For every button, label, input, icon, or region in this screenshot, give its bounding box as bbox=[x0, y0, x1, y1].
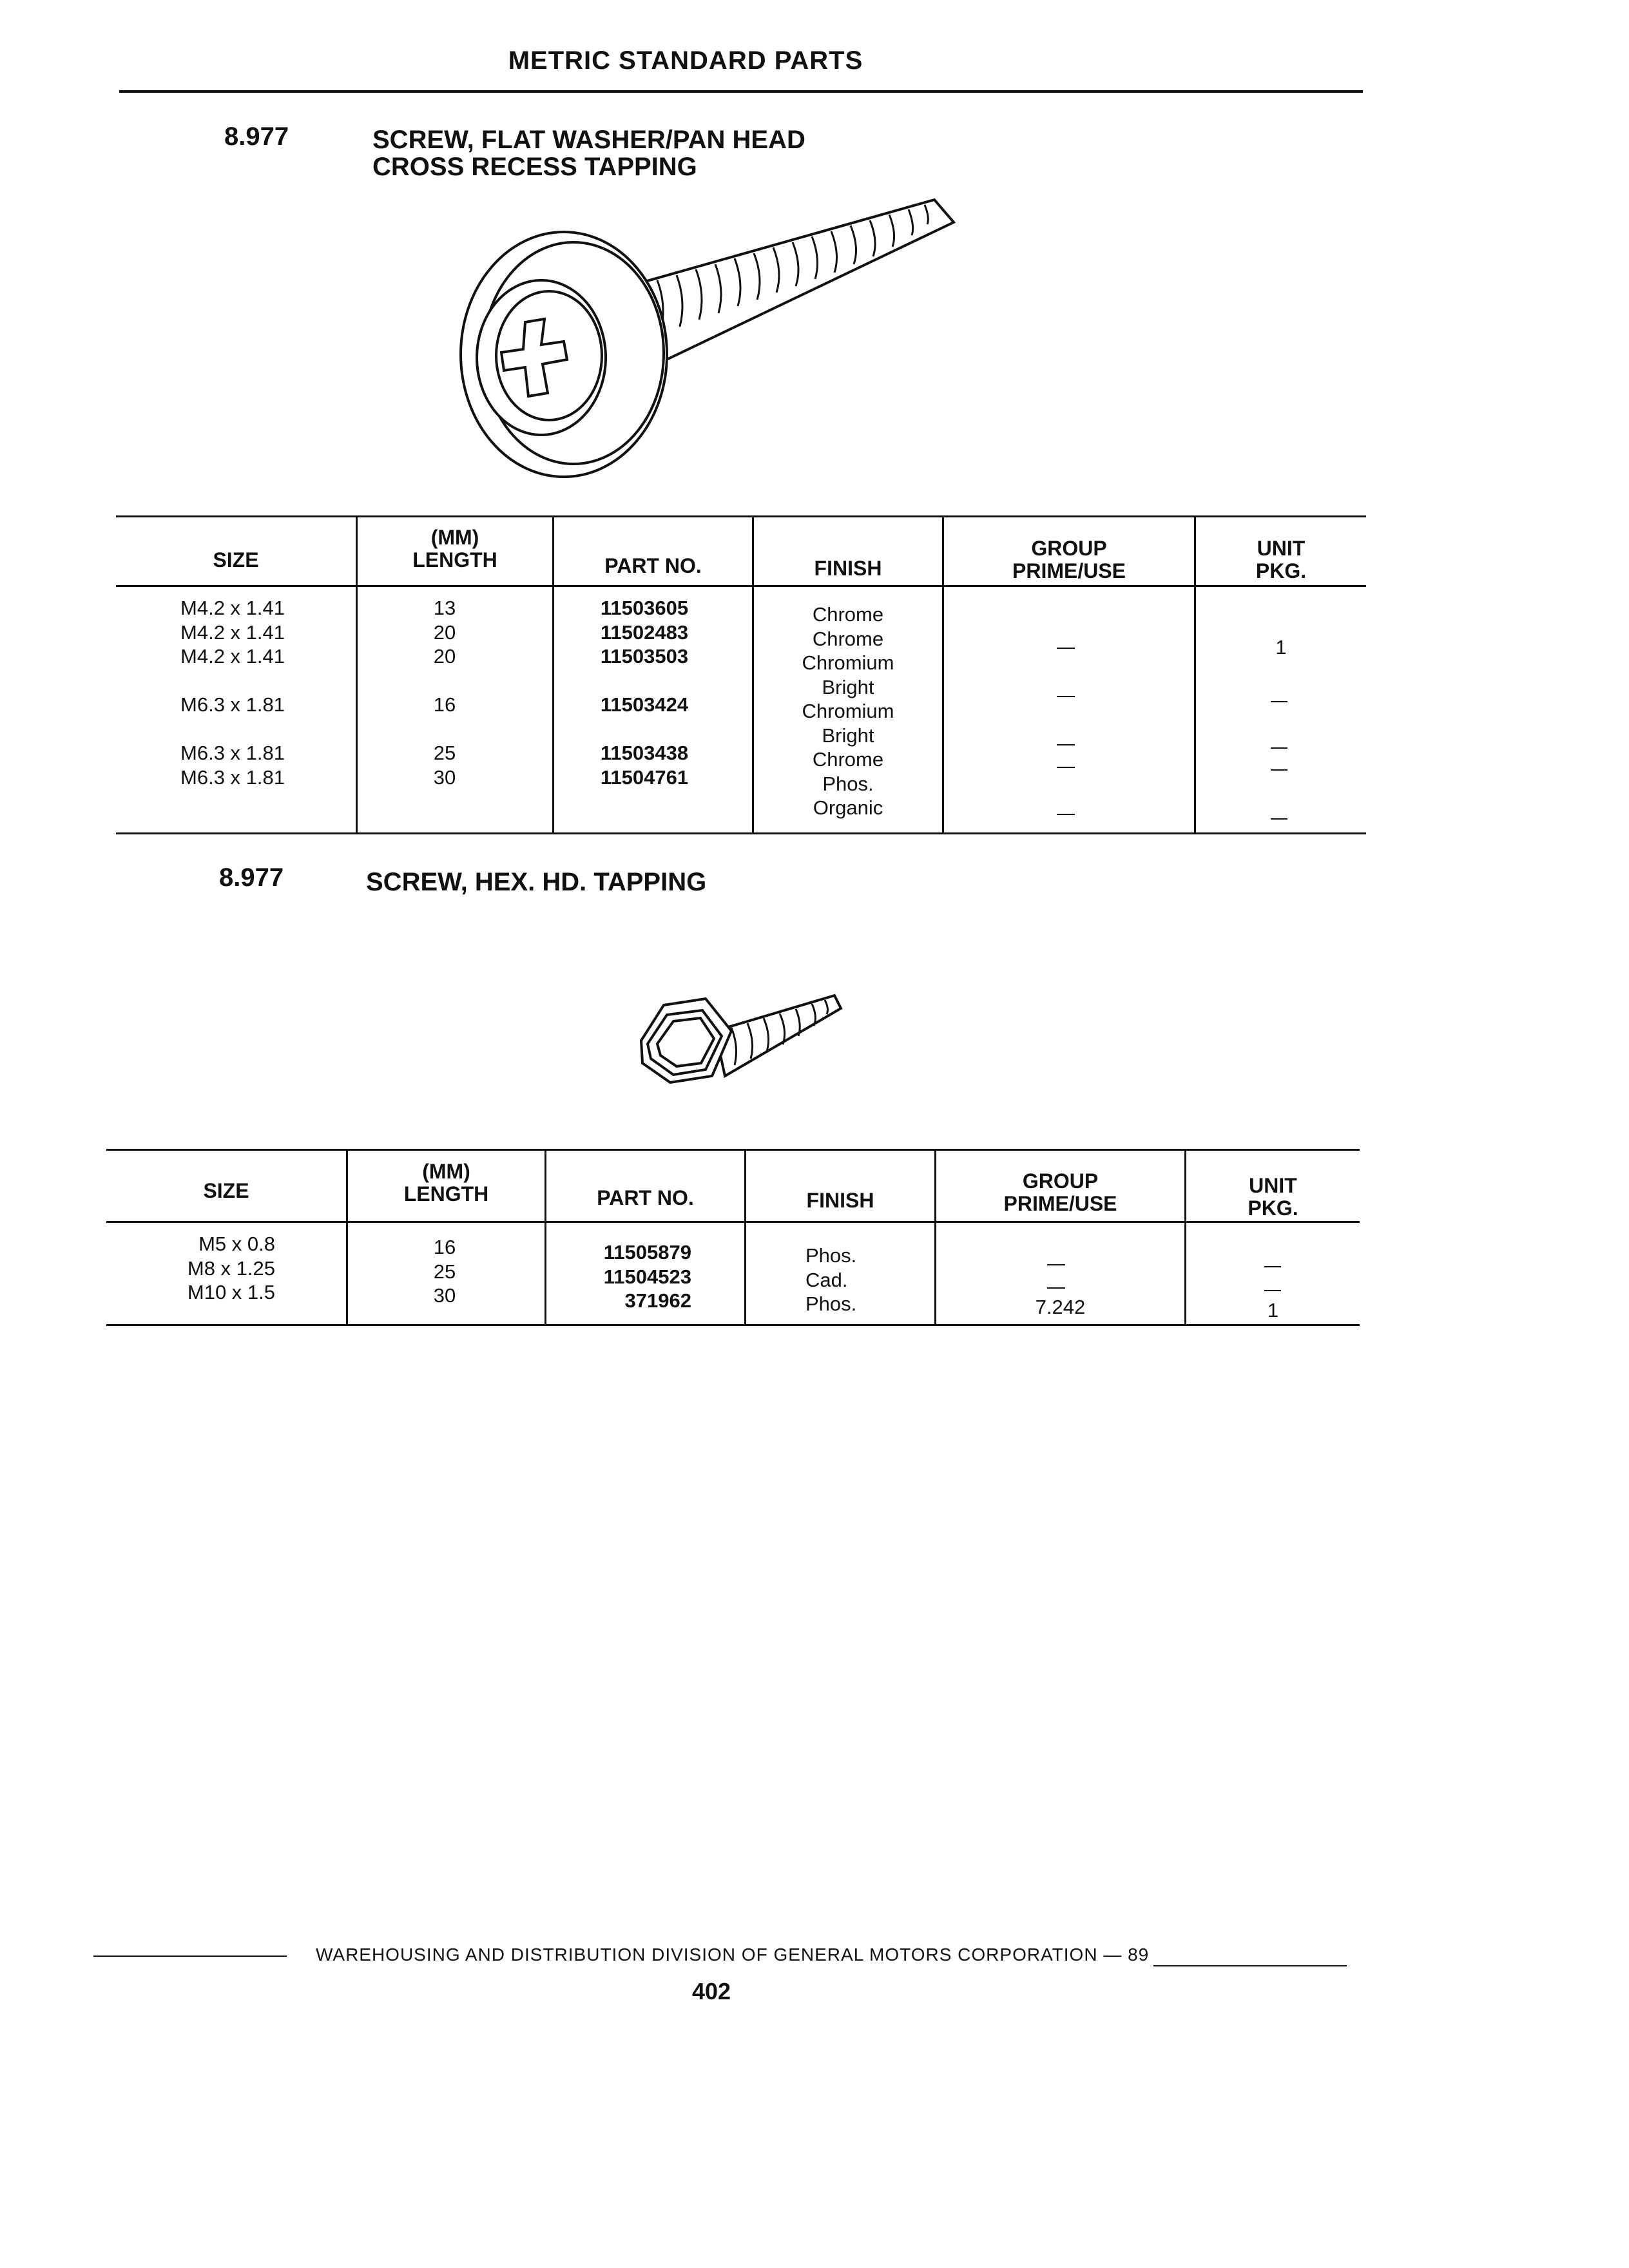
table2-header-group: GROUP bbox=[1022, 1169, 1099, 1193]
table2-part-cell: 371962 bbox=[624, 1289, 691, 1312]
table1-header-part-no: PART NO. bbox=[604, 554, 702, 577]
table2-length-column bbox=[348, 1235, 541, 1308]
table1-length-column bbox=[358, 596, 532, 789]
table1-unit-dash bbox=[1271, 747, 1287, 749]
table1-length-cell: 20 bbox=[433, 620, 456, 644]
table1-size-cell: M6.3 x 1.81 bbox=[180, 742, 285, 764]
table2-group-dash bbox=[1047, 1264, 1065, 1265]
table2-length-cell: 30 bbox=[433, 1284, 456, 1307]
table1-part-cell: 11504761 bbox=[600, 765, 689, 789]
table1-header-unit: UNIT bbox=[1257, 537, 1306, 560]
table1-size-cell bbox=[116, 669, 285, 693]
hex-head-screw-illustration bbox=[628, 979, 854, 1121]
table1-finish-cell: Bright bbox=[822, 724, 874, 747]
table1-top-rule bbox=[116, 515, 1366, 517]
table1-length-cell: 13 bbox=[433, 597, 456, 619]
table1-header-group: GROUP bbox=[1031, 537, 1107, 560]
table2-header-rule bbox=[106, 1221, 1360, 1223]
footer-left-rule bbox=[93, 1956, 287, 1957]
table1-length-cell: 16 bbox=[433, 693, 456, 716]
table1-part-cell bbox=[567, 717, 722, 742]
table2-header-part-no: PART NO. bbox=[597, 1186, 694, 1209]
table2-unit-dash bbox=[1264, 1266, 1281, 1267]
table2-header-mm: (MM) bbox=[422, 1160, 470, 1183]
table2-header-length: LENGTH bbox=[403, 1182, 489, 1206]
table2-group-cell: 7.242 bbox=[1035, 1296, 1086, 1318]
table1-size-column bbox=[116, 596, 285, 789]
table1-finish-cell: Chrome bbox=[812, 627, 884, 650]
table1-length-cell bbox=[358, 669, 532, 693]
table2-length-cell: 25 bbox=[433, 1260, 456, 1283]
table1-unit-dash bbox=[1271, 701, 1287, 702]
table1-part-cell: 11503438 bbox=[600, 742, 689, 764]
table1-unit-dash bbox=[1271, 818, 1287, 820]
footer-right-rule bbox=[1153, 1965, 1347, 1966]
table1-group-dash bbox=[1057, 814, 1075, 815]
table2-bottom-rule bbox=[106, 1324, 1360, 1326]
table2-unit-dash bbox=[1264, 1290, 1281, 1291]
table1-size-cell: M4.2 x 1.41 bbox=[180, 597, 285, 619]
table1-finish-cell: Bright bbox=[822, 675, 874, 698]
table2-size-cell: M5 x 0.8 bbox=[198, 1233, 275, 1255]
table1-finish-cell: Organic bbox=[813, 796, 883, 819]
table1-size-cell bbox=[116, 717, 285, 742]
table1-group-dash bbox=[1057, 767, 1075, 768]
table1-length-cell: 20 bbox=[433, 645, 456, 668]
page-header: METRIC STANDARD PARTS bbox=[508, 46, 863, 75]
footer-text: WAREHOUSING AND DISTRIBUTION DIVISION OF GENERAL MOTORS CORPORATION — 89 bbox=[316, 1945, 1150, 1965]
table1-finish-cell: Phos. bbox=[822, 772, 874, 795]
table1-header-mm: (MM) bbox=[430, 526, 479, 549]
table1-part-cell bbox=[567, 669, 722, 693]
table1-finish-cell: Chrome bbox=[812, 603, 884, 626]
table2-header-unit: UNIT bbox=[1249, 1174, 1297, 1197]
table1-unit-dash bbox=[1271, 769, 1287, 771]
table1-part-cell: 11503605 bbox=[600, 597, 689, 619]
table2-unit-cell: 1 bbox=[1267, 1299, 1279, 1321]
section-1-title-line2: CROSS RECESS TAPPING bbox=[372, 153, 697, 181]
table1-part-cell: 11503424 bbox=[600, 693, 689, 716]
section-1-title bbox=[372, 126, 805, 180]
table1-unit-cell: 1 bbox=[1275, 636, 1287, 658]
table1-length-cell: 30 bbox=[433, 765, 456, 789]
table2-size-column bbox=[106, 1232, 275, 1305]
table1-group-dash bbox=[1057, 744, 1075, 745]
table2-header-pkg: PKG. bbox=[1248, 1196, 1298, 1220]
table2-group-dash bbox=[1047, 1287, 1065, 1289]
table1-group-dash bbox=[1057, 696, 1075, 697]
page-number: 402 bbox=[692, 1978, 731, 2004]
table1-size-cell: M4.2 x 1.41 bbox=[180, 620, 285, 644]
table1-header-size: SIZE bbox=[213, 548, 259, 572]
section-1-number: 8.977 bbox=[224, 122, 289, 151]
table2-size-cell: M10 x 1.5 bbox=[187, 1281, 275, 1303]
table1-finish-column bbox=[754, 602, 942, 820]
table1-header-pkg: PKG. bbox=[1255, 559, 1307, 582]
table2-finish-column bbox=[805, 1244, 934, 1316]
table1-bottom-rule bbox=[116, 832, 1366, 834]
section-1-title-line1: SCREW, FLAT WASHER/PAN HEAD bbox=[372, 126, 805, 154]
table1-finish-cell: Chromium bbox=[802, 700, 894, 722]
table1-group-dash bbox=[1057, 648, 1075, 649]
table2-header-prime-use: PRIME/USE bbox=[1003, 1192, 1117, 1215]
table1-header-prime-use: PRIME/USE bbox=[1012, 559, 1126, 582]
table1-length-cell: 25 bbox=[433, 742, 456, 764]
section-2-title: SCREW, HEX. HD. TAPPING bbox=[366, 868, 707, 896]
table1-size-cell: M4.2 x 1.41 bbox=[180, 645, 285, 668]
table1-part-cell: 11503503 bbox=[600, 645, 689, 668]
table1-finish-cell: Chrome bbox=[812, 748, 884, 771]
table2-length-cell: 16 bbox=[433, 1236, 456, 1258]
table1-size-cell: M6.3 x 1.81 bbox=[180, 693, 285, 716]
table2-header-size: SIZE bbox=[203, 1179, 249, 1202]
table2-size-cell: M8 x 1.25 bbox=[187, 1256, 275, 1280]
table1-length-cell bbox=[358, 717, 532, 742]
table2-part-cell: 11505879 bbox=[603, 1241, 691, 1264]
table2-finish-cell: Cad. bbox=[805, 1268, 848, 1291]
table1-header-finish: FINISH bbox=[814, 557, 882, 580]
header-rule bbox=[119, 90, 1363, 93]
section-2-number: 8.977 bbox=[219, 863, 284, 892]
table1-part-column bbox=[567, 596, 722, 789]
table2-header-finish: FINISH bbox=[806, 1189, 874, 1212]
table1-finish-cell: Chromium bbox=[802, 651, 894, 674]
table2-finish-cell: Phos. bbox=[805, 1293, 857, 1315]
washer-screw-illustration bbox=[445, 187, 992, 496]
table2-part-cell: 11504523 bbox=[603, 1265, 691, 1288]
table1-header-length: LENGTH bbox=[412, 548, 497, 572]
table2-part-column bbox=[546, 1240, 691, 1313]
table1-header-rule bbox=[116, 585, 1366, 587]
table2-top-rule bbox=[106, 1149, 1360, 1151]
table1-part-cell: 11502483 bbox=[600, 620, 689, 644]
table1-size-cell: M6.3 x 1.81 bbox=[180, 765, 285, 789]
table2-col-divider bbox=[744, 1149, 746, 1324]
table2-finish-cell: Phos. bbox=[805, 1244, 857, 1267]
